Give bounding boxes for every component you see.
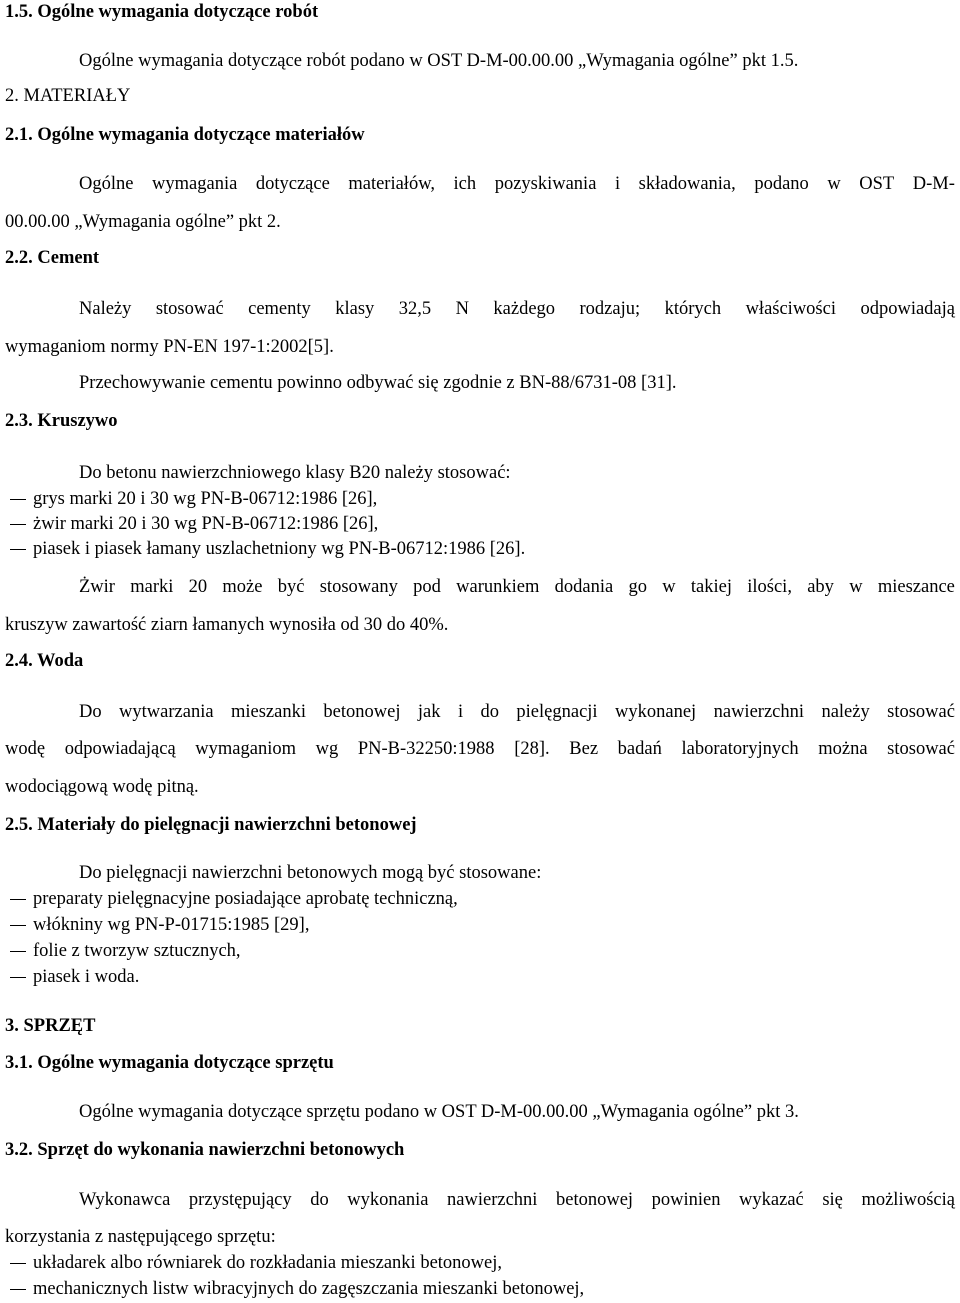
heading-2-2: 2.2. Cement — [5, 248, 100, 268]
dash-bullet-icon — [10, 977, 26, 978]
paragraph-3-2-line2: korzystania z następującego sprzętu: — [5, 1227, 276, 1247]
word: warunkiem — [456, 577, 540, 597]
word: dotyczące — [255, 174, 330, 194]
word: Ogólne — [79, 174, 134, 194]
word: się — [822, 1190, 843, 1210]
word: laboratoryjnych — [681, 739, 799, 759]
word: odpowiadają — [860, 299, 955, 319]
word: ilości, — [747, 577, 792, 597]
list-item: piasek i woda. — [5, 966, 139, 988]
paragraph-2-4-line1 — [79, 701, 955, 723]
paragraph-2-2-line2: wymaganiom normy PN-EN 197-1:2002[5]. — [5, 337, 334, 357]
word: OST — [859, 174, 895, 194]
word: badań — [617, 739, 662, 759]
word: D-M- — [912, 174, 955, 194]
dash-bullet-icon — [10, 1289, 26, 1290]
heading-2-4: 2.4. Woda — [5, 651, 84, 671]
word: go — [628, 577, 647, 597]
list-item: grys marki 20 i 30 wg PN-B-06712:1986 [26], — [5, 488, 377, 510]
word: PN-B-32250:1988 — [357, 739, 495, 759]
word: [28]. — [514, 739, 550, 759]
word: w — [849, 577, 863, 597]
list-item: preparaty pielęgnacyjne posiadające aprobatę techniczną, — [5, 888, 458, 910]
word: stosowany — [319, 577, 398, 597]
heading-2-5: 2.5. Materiały do pielęgnacji nawierzchni betonowej — [5, 815, 417, 835]
list-item: włókniny wg PN-P-01715:1985 [29], — [5, 914, 309, 936]
word: materiałów, — [348, 174, 435, 194]
word: 20 — [188, 577, 208, 597]
heading-3-2: 3.2. Sprzęt do wykonania nawierzchni betonowych — [5, 1140, 405, 1160]
word: Bez — [569, 739, 599, 759]
paragraph-2-2-storage: Przechowywanie cementu powinno odbywać się zgodnie z BN-88/6731-08 [31]. — [79, 373, 677, 393]
word: wymaganiom — [195, 739, 296, 759]
word: podano — [754, 174, 809, 194]
paragraph-2-5-intro: Do pielęgnacji nawierzchni betonowych mogą być stosowane: — [79, 863, 542, 883]
word: cementy — [248, 299, 311, 319]
word: jak — [417, 702, 441, 722]
word: stosować — [887, 739, 955, 759]
list-item: żwir marki 20 i 30 wg PN-B-06712:1986 [26], — [5, 513, 378, 535]
word: być — [277, 577, 305, 597]
paragraph-2-1-line1 — [79, 173, 955, 195]
list-item: piasek i piasek łamany uszlachetniony wg PN-B-06712:1986 [26]. — [5, 538, 525, 560]
word: betonowej — [556, 1190, 634, 1210]
word: i — [457, 702, 464, 722]
paragraph-2-4-line2 — [5, 738, 955, 760]
word: należy — [821, 702, 870, 722]
word: w — [827, 174, 841, 194]
word: marki — [130, 577, 174, 597]
word: stosować — [887, 702, 955, 722]
word: wykonania — [347, 1190, 429, 1210]
paragraph-3-2-line1 — [79, 1189, 955, 1211]
word: których — [664, 299, 722, 319]
paragraph-2-3-gravel-line2: kruszyw zawartość ziarn łamanych wynosiła od 30 do 40%. — [5, 615, 449, 635]
heading-3-1: 3.1. Ogólne wymagania dotyczące sprzętu — [5, 1053, 334, 1073]
paragraph-3-1: Ogólne wymagania dotyczące sprzętu podano w OST D-M-00.00.00 „Wymagania ogólne” pkt 3. — [79, 1102, 799, 1122]
heading-1-5: 1.5. Ogólne wymagania dotyczące robót — [5, 2, 319, 22]
word: rodzaju; — [579, 299, 641, 319]
word: Do — [79, 702, 102, 722]
word: Żwir — [79, 577, 115, 597]
word: wodę — [5, 739, 46, 759]
dash-bullet-icon — [10, 925, 26, 926]
dash-bullet-icon — [10, 524, 26, 525]
dash-bullet-icon — [10, 899, 26, 900]
word: można — [818, 739, 868, 759]
word: 32,5 — [398, 299, 432, 319]
paragraph-2-4-line3: wodociągową wodę pitną. — [5, 777, 199, 797]
paragraph-2-2-line1 — [79, 298, 955, 320]
word: dodania — [554, 577, 614, 597]
word: do — [480, 702, 499, 722]
list-item: folie z tworzyw sztucznych, — [5, 940, 241, 962]
word: nawierzchni — [713, 702, 805, 722]
dash-bullet-icon — [10, 549, 26, 550]
word: w — [662, 577, 676, 597]
word: powinien — [651, 1190, 721, 1210]
list-item: mechanicznych listw wibracyjnych do zagęszczania mieszanki betonowej, — [5, 1278, 584, 1300]
heading-2-3: 2.3. Kruszywo — [5, 411, 118, 431]
dash-bullet-icon — [10, 499, 26, 500]
paragraph-2-3-intro: Do betonu nawierzchniowego klasy B20 należy stosować: — [79, 463, 511, 483]
word: Należy — [79, 299, 132, 319]
word: wykonanej — [615, 702, 697, 722]
paragraph-1-5: Ogólne wymagania dotyczące robót podano w OST D-M-00.00.00 „Wymagania ogólne” pkt 1.5. — [79, 51, 799, 71]
word: i — [614, 174, 621, 194]
word: mieszanki — [230, 702, 306, 722]
word: właściwości — [745, 299, 836, 319]
list-item: układarek albo równiarek do rozkładania mieszanki betonowej, — [5, 1252, 502, 1274]
word: wg — [315, 739, 339, 759]
word: wytwarzania — [119, 702, 214, 722]
word: składowania, — [638, 174, 736, 194]
word: stosować — [155, 299, 224, 319]
word: wymagania — [152, 174, 238, 194]
paragraph-2-3-gravel-line1 — [79, 576, 955, 598]
heading-2-1: 2.1. Ogólne wymagania dotyczące materiałów — [5, 125, 365, 145]
word: aby — [807, 577, 834, 597]
heading-2: 2. MATERIAŁY — [5, 86, 131, 106]
word: ich — [453, 174, 477, 194]
word: do — [310, 1190, 329, 1210]
word: N — [455, 299, 469, 319]
dash-bullet-icon — [10, 1263, 26, 1264]
dash-bullet-icon — [10, 951, 26, 952]
paragraph-2-1-line2: 00.00.00 „Wymagania ogólne” pkt 2. — [5, 212, 281, 232]
word: pozyskiwania — [494, 174, 597, 194]
word: możliwością — [861, 1190, 955, 1210]
heading-3: 3. SPRZĘT — [5, 1016, 96, 1036]
word: klasy — [335, 299, 375, 319]
word: każdego — [493, 299, 556, 319]
word: odpowiadającą — [64, 739, 176, 759]
word: pod — [413, 577, 441, 597]
word: mieszance — [877, 577, 955, 597]
word: wykazać — [739, 1190, 804, 1210]
word: betonowej — [323, 702, 401, 722]
word: nawierzchni — [447, 1190, 538, 1210]
word: takiej — [690, 577, 732, 597]
word: Wykonawca — [79, 1190, 171, 1210]
word: może — [222, 577, 263, 597]
word: przystępujący — [188, 1190, 292, 1210]
word: pielęgnacji — [516, 702, 598, 722]
